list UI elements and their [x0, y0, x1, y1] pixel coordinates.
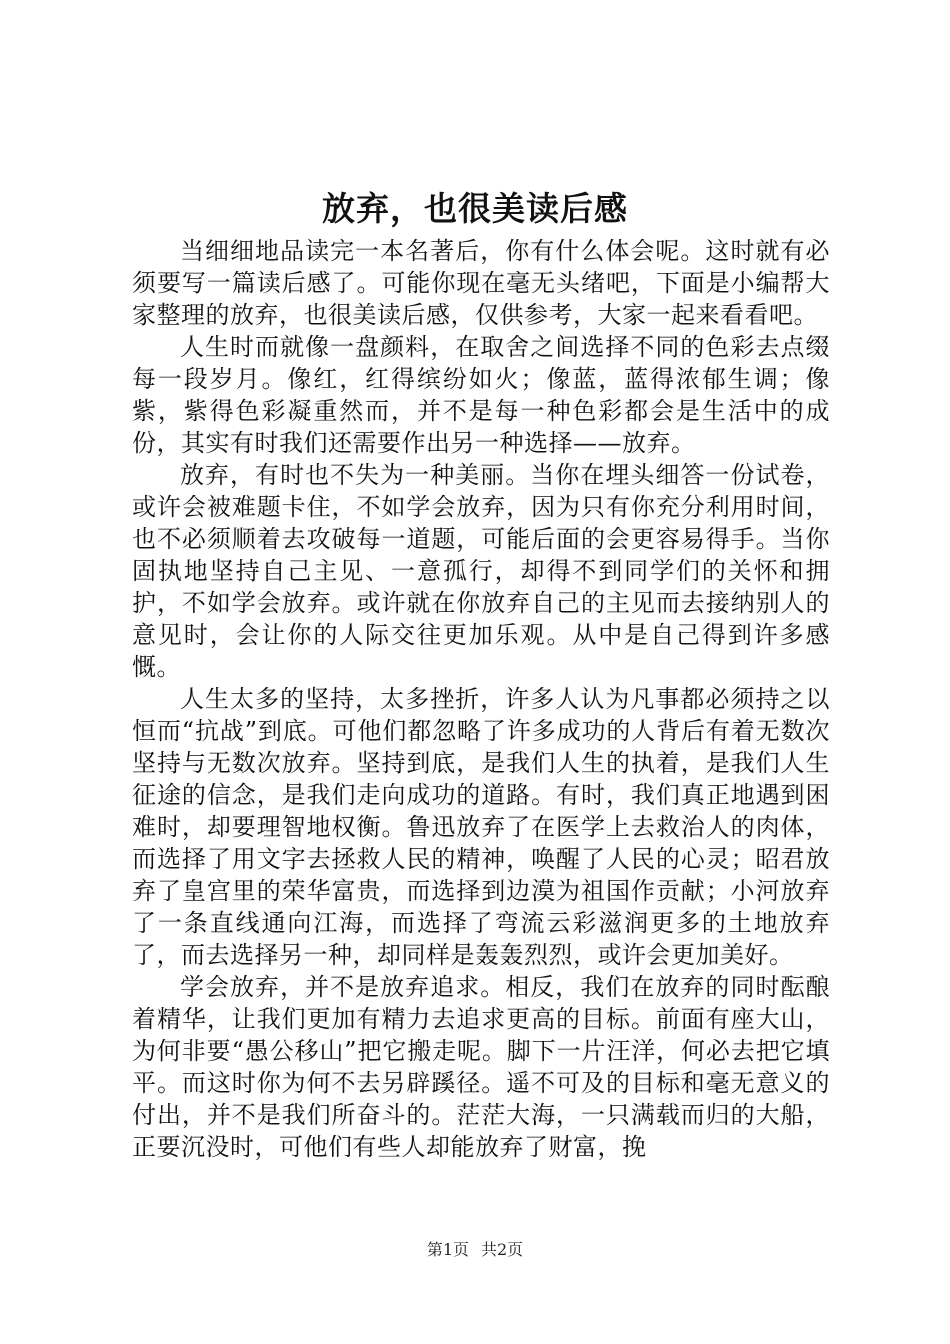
page-footer — [0, 1238, 950, 1262]
document-title: 放弃，也很美读后感 — [322, 189, 628, 228]
paragraph: 放弃，有时也不失为一种美丽。当你在埋头细答一份试卷，或许会被难题卡住，不如学会放弃，因为只有你充分利用时间，也不必须顺着去攻破每一道题，可能后面的会更容易得手。当你固执地坚持自己主见、一意孤行，却得不到同学们的关怀和拥护，不如学会放弃。或许就在你放弃自己的主见而去接纳别人的意见时，会让你的人际交往更加乐观。从中是自己得到许多感慨。 — [132, 461, 830, 681]
page-number: 第1页 — [426, 1240, 469, 1259]
paragraph: 人生时而就像一盘颜料，在取舍之间选择不同的色彩去点缀每一段岁月。像红，红得缤纷如火；像蓝，蓝得浓郁生调；像紫，紫得色彩凝重然而，并不是每一种色彩都会是生活中的成份，其实有时我们还需要作出另一种选择——放弃。 — [132, 333, 830, 457]
page-total: 共2页 — [481, 1240, 524, 1259]
paragraph: 当细细地品读完一本名著后，你有什么体会呢。这时就有必须要写一篇读后感了。可能你现在毫无头绪吧，下面是小编帮大家整理的放弃，也很美读后感，仅供参考，大家一起来看看吧。 — [132, 237, 830, 329]
paragraph: 人生太多的坚持，太多挫折，许多人认为凡事都必须持之以恒而“抗战”到底。可他们都忽略了许多成功的人背后有着无数次坚持与无数次放弃。坚持到底，是我们人生的执着，是我们人生征途的信念，是我们走向成功的道路。有时，我们真正地遇到困难时，却要理智地权衡。鲁迅放弃了在医学上去救治人的肉体，而选择了用文字去拯救人民的精神，唤醒了人民的心灵；昭君放弃了皇宫里的荣华富贵，而选择到边漠为祖国作贡献；小河放弃了一条直线通向江海，而选择了弯流云彩滋润更多的土地放弃了，而去选择另一种，却同样是轰轰烈烈，或许会更加美好。 — [132, 685, 830, 969]
paragraph: 学会放弃，并不是放弃追求。相反，我们在放弃的同时酝酿着精华，让我们更加有精力去追求更高的目标。前面有座大山，为何非要“愚公移山”把它搬走呢。脚下一片汪洋，何必去把它填平。而这时你为何不去另辟蹊径。遥不可及的目标和毫无意义的付出，并不是我们所奋斗的。茫茫大海，一只满载而归的大船，正要沉没时，可他们有些人却能放弃了财富，挽 — [132, 973, 830, 1161]
document-body — [132, 235, 830, 1163]
